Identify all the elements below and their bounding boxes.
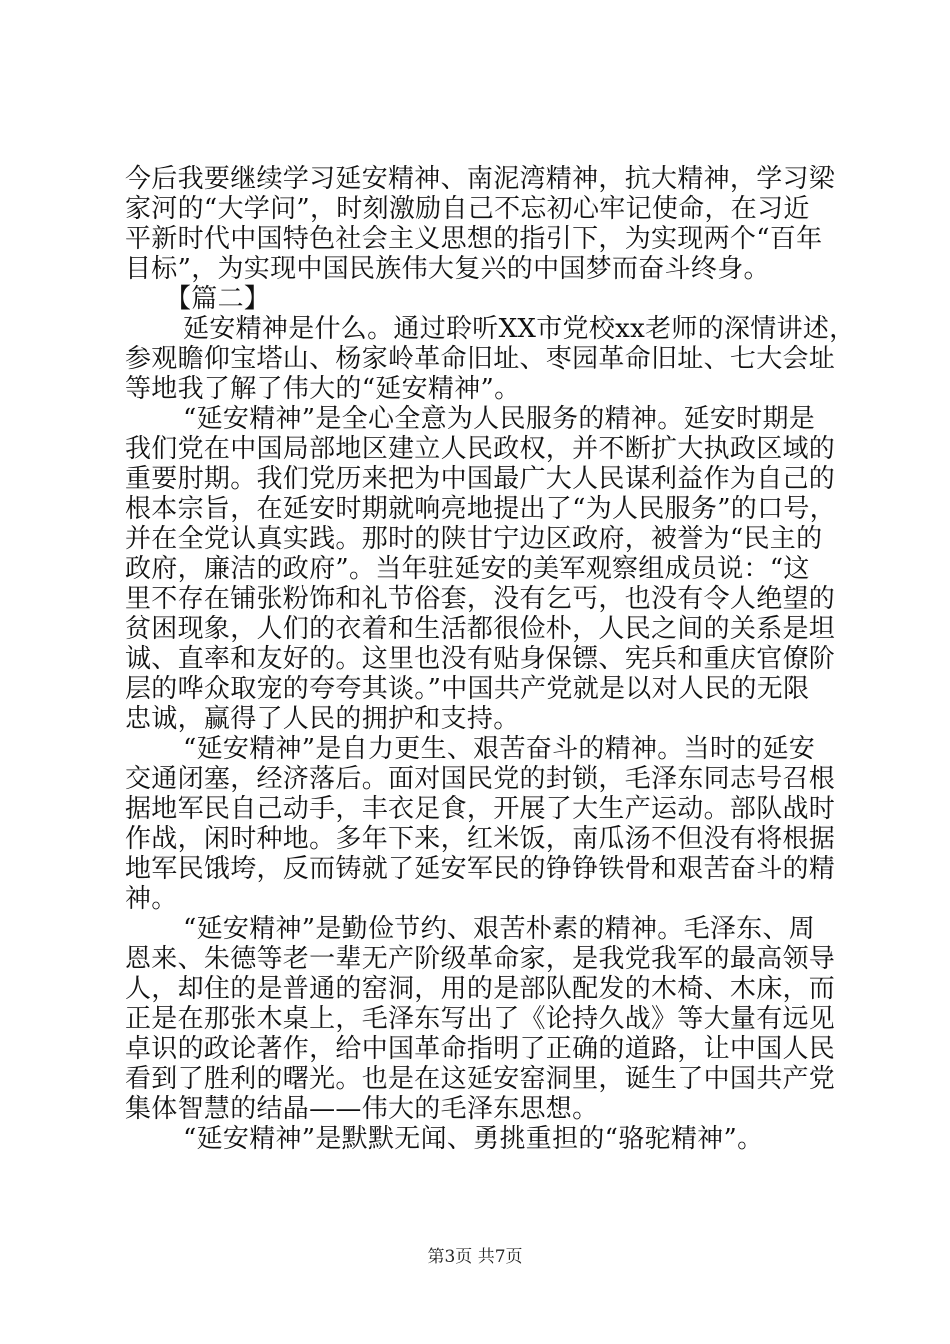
text-line: 交通闭塞，经济落后。面对国民党的封锁，毛泽东同志号召根 [125, 764, 836, 794]
text-line: 家河的“大学问”，时刻激励自己不忘初心牢记使命，在习近 [125, 194, 810, 224]
text-line: 参观瞻仰宝塔山、杨家岭革命旧址、枣园革命旧址、七大会址 [125, 344, 836, 374]
text-line: 今后我要继续学习延安精神、南泥湾精神，抗大精神，学习梁 [125, 164, 836, 194]
text-line: 并在全党认真实践。那时的陕甘宁边区政府，被誉为“民主的 [125, 524, 823, 554]
text-line: 神。 [125, 884, 178, 914]
text-line: 平新时代中国特色社会主义思想的指引下，为实现两个“百年 [125, 224, 823, 254]
text-line: 里不存在铺张粉饰和礼节俗套，没有乞丐，也没有令人绝望的 [125, 584, 836, 614]
text-line: 根本宗旨，在延安时期就响亮地提出了“为人民服务”的口号， [125, 494, 836, 524]
page-number: 第3页 共7页 [427, 1247, 523, 1267]
text-line: 层的哗众取宠的夸夸其谈。”中国共产党就是以对人民的无限 [125, 674, 810, 704]
document-body [125, 164, 856, 1154]
text-line: 恩来、朱德等老一辈无产阶级革命家，是我党我军的最高领导 [125, 944, 836, 974]
text-line: 我们党在中国局部地区建立人民政权，并不断扩大执政区域的 [125, 434, 836, 464]
text-line: 正是在那张木桌上，毛泽东写出了《论持久战》等大量有远见 [125, 1004, 836, 1034]
text-line: 延安精神是什么。通过聆听XX市党校xx老师的深情讲述， [183, 314, 856, 344]
text-line: 忠诚，赢得了人民的拥护和支持。 [125, 704, 520, 734]
text-line: “延安精神”是勤俭节约、艰苦朴素的精神。毛泽东、周 [183, 914, 816, 944]
text-line: 地军民饿垮，反而铸就了延安军民的铮铮铁骨和艰苦奋斗的精 [125, 854, 836, 884]
text-line: 看到了胜利的曙光。也是在这延安窑洞里，诞生了中国共产党 [125, 1064, 836, 1094]
text-line: 作战，闲时种地。多年下来，红米饭，南瓜汤不但没有将根据 [125, 824, 836, 854]
page-footer [0, 1247, 950, 1267]
text-line: “延安精神”是默默无闻、勇挑重担的“骆驼精神”。 [183, 1124, 764, 1154]
text-line: “延安精神”是全心全意为人民服务的精神。延安时期是 [183, 404, 816, 434]
text-line: 重要肘期。我们党历来把为中国最广大人民谋利益作为自己的 [125, 464, 836, 494]
text-line: 目标”，为实现中国民族伟大复兴的中国梦而奋斗终身。 [125, 254, 770, 284]
text-line: 卓识的政论著作，给中国革命指明了正确的道路，让中国人民 [125, 1034, 836, 1064]
text-line: 等地我了解了伟大的“延安精神”。 [125, 374, 521, 404]
text-line: 据地军民自己动手，丰衣足食，开展了大生产运动。部队战时 [125, 794, 836, 824]
text-line: 政府，廉洁的政府”。当年驻延安的美军观察组成员说：“这 [125, 554, 810, 584]
section-heading: 【篇二】 [165, 284, 271, 314]
text-line: 人，却住的是普通的窑洞，用的是部队配发的木椅、木床，而 [125, 974, 836, 1004]
text-line: 集体智慧的结晶——伟大的毛泽东思想。 [125, 1094, 599, 1124]
text-line: “延安精神”是自力更生、艰苦奋斗的精神。当时的延安 [183, 734, 816, 764]
text-line: 贫困现象，人们的衣着和生活都很俭朴，人民之间的关系是坦 [125, 614, 836, 644]
text-line: 诚、直率和友好的。这里也没有贴身保镖、宪兵和重庆官僚阶 [125, 644, 836, 674]
